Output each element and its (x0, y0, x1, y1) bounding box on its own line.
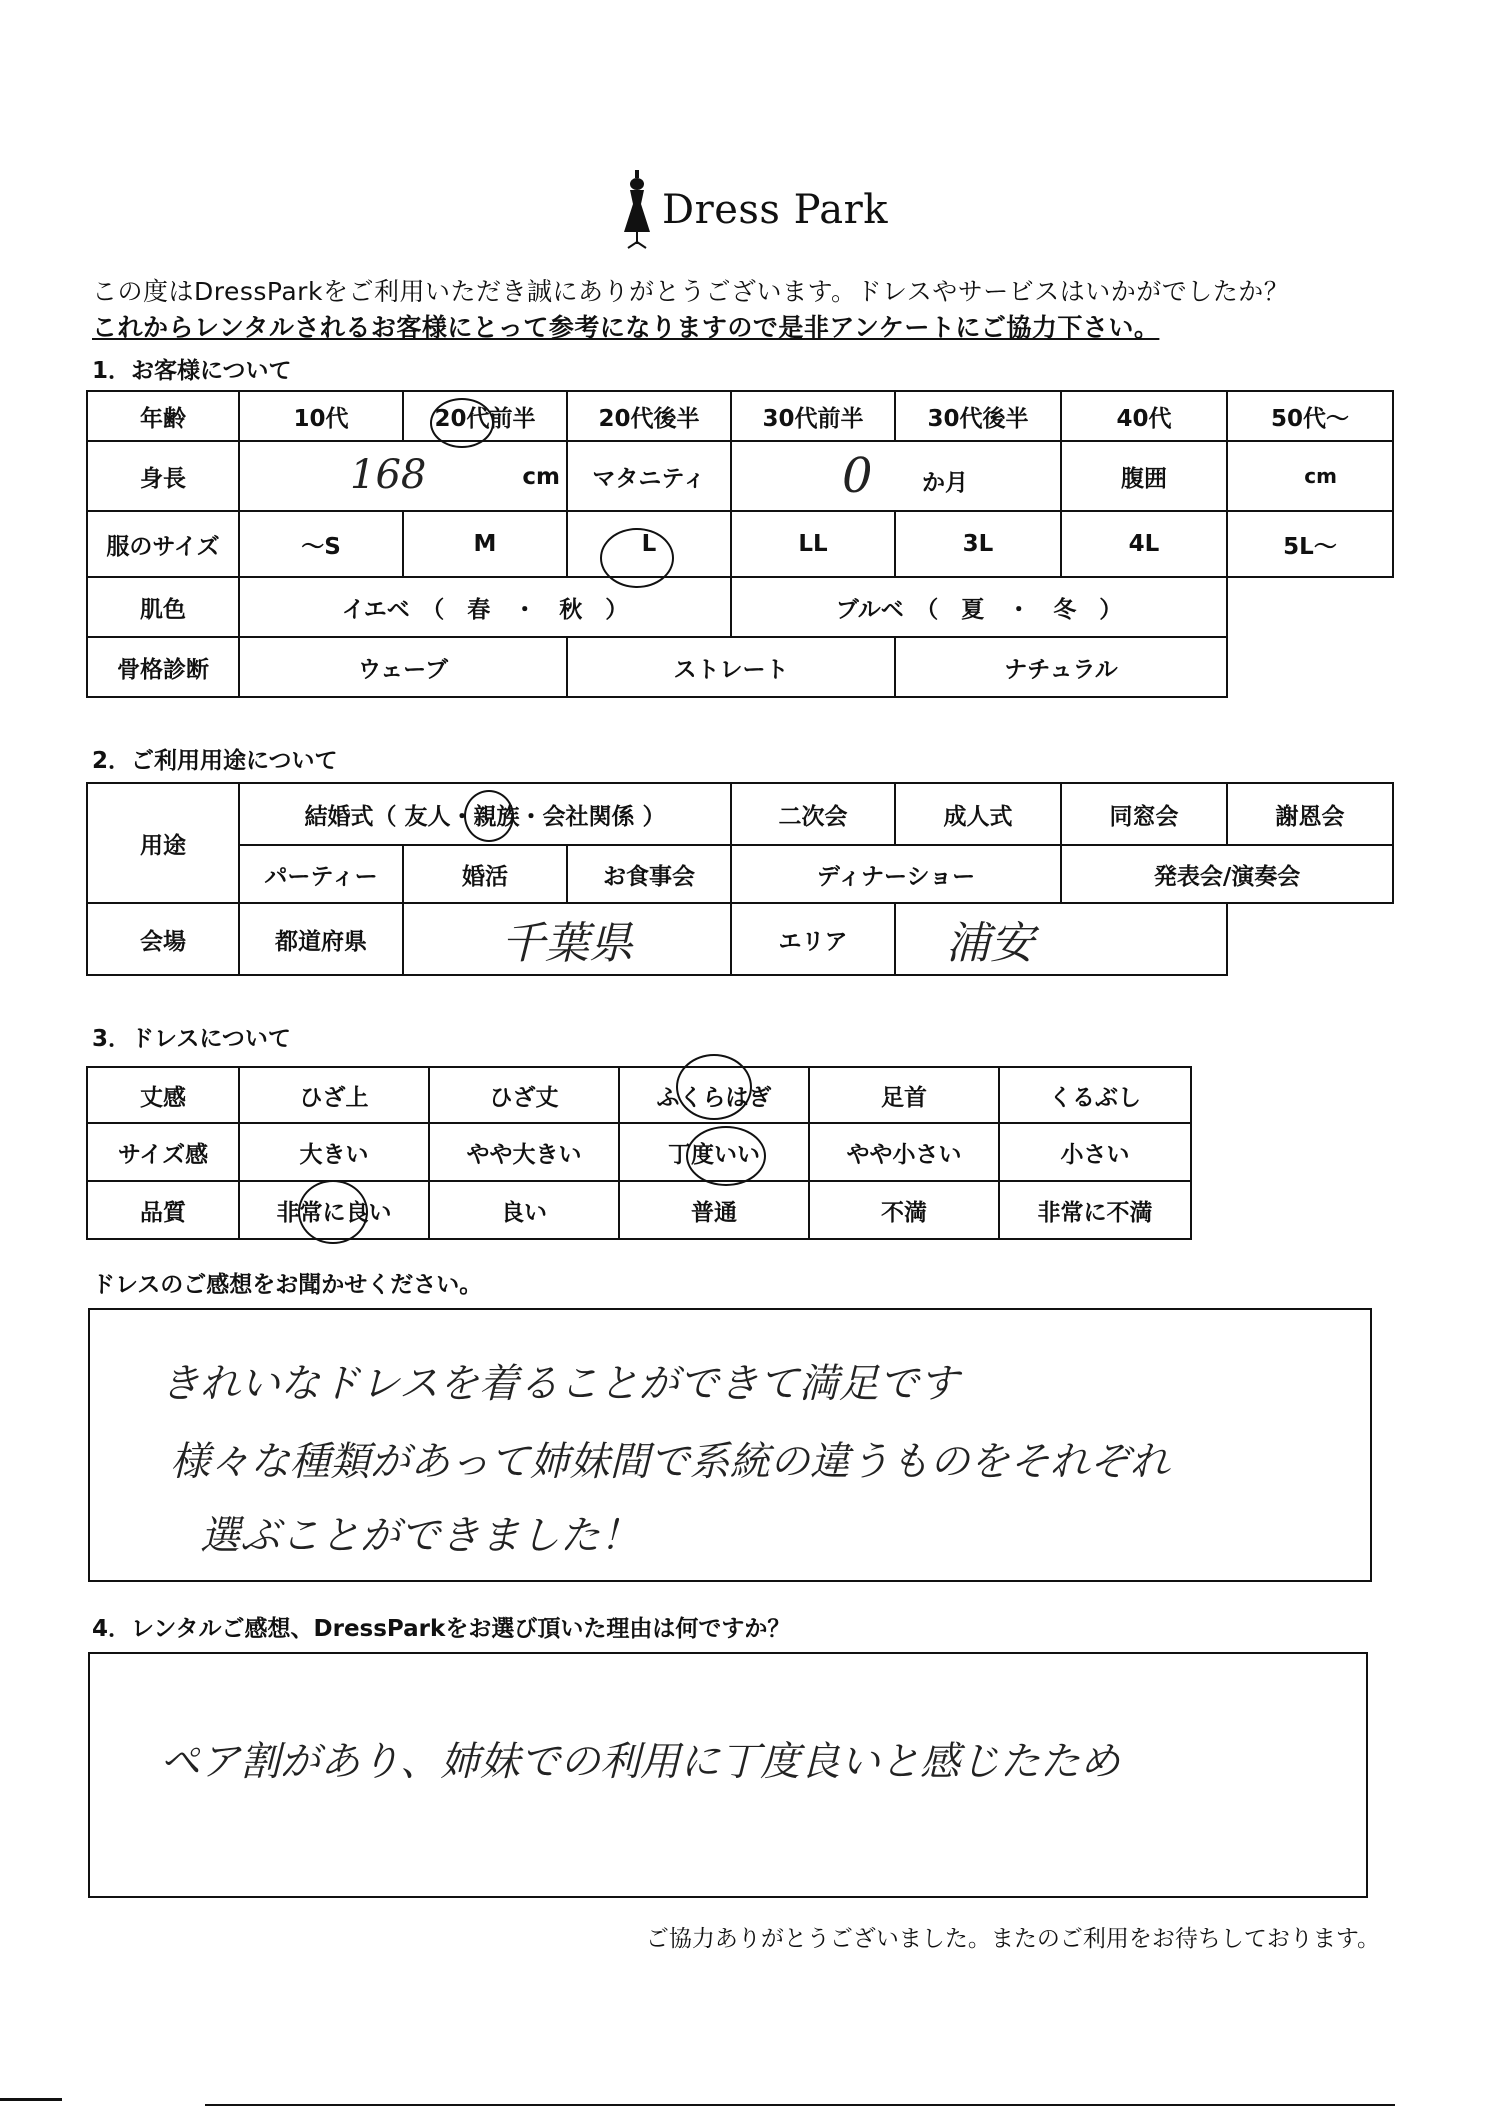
frame-option[interactable]: ストレート (567, 637, 895, 697)
age-option[interactable]: 10代 (239, 391, 403, 441)
quality-option[interactable]: 不満 (809, 1181, 999, 1239)
dress-comment-box[interactable] (88, 1308, 1372, 1582)
waist-unit: cm (1304, 464, 1337, 488)
purpose-option[interactable]: 同窓会 (1061, 783, 1227, 845)
length-option[interactable]: ひざ上 (239, 1067, 429, 1123)
purpose-option[interactable]: 婚活 (403, 845, 567, 903)
length-option-selected[interactable]: ふくらはぎ (619, 1067, 809, 1123)
maternity-unit: か月 (922, 470, 968, 496)
purpose-option[interactable]: 発表会/演奏会 (1061, 845, 1393, 903)
section3-title: 3．ドレスについて (92, 1026, 291, 1052)
quality-label: 品質 (87, 1181, 239, 1239)
age-option[interactable]: 30代後半 (895, 391, 1061, 441)
size-option[interactable]: 5L～ (1227, 511, 1393, 577)
size-option[interactable]: M (403, 511, 567, 577)
age-option[interactable]: 20代後半 (567, 391, 731, 441)
purpose-option[interactable]: パーティー (239, 845, 403, 903)
prefecture-value[interactable]: 千葉県 (403, 903, 731, 975)
frame-option[interactable]: ウェーブ (239, 637, 567, 697)
purpose-table (86, 782, 1394, 976)
dress-comment-prompt: ドレスのご感想をお聞かせください。 (92, 1272, 483, 1298)
waist-field[interactable] (1227, 441, 1393, 511)
brand-logo (620, 165, 888, 255)
length-option[interactable]: ひざ丈 (429, 1067, 619, 1123)
area-label: エリア (731, 903, 895, 975)
size-label: 服のサイズ (87, 511, 239, 577)
purpose-option[interactable]: 成人式 (895, 783, 1061, 845)
size-option[interactable]: 3L (895, 511, 1061, 577)
area-value[interactable]: 浦安 (895, 903, 1227, 975)
footer-thanks: ご協力ありがとうございました。またのご利用をお待ちしております。 (645, 1926, 1380, 1952)
frame-option[interactable]: ナチュラル (895, 637, 1227, 697)
frame-label: 骨格診断 (87, 637, 239, 697)
purpose-option[interactable]: 二次会 (731, 783, 895, 845)
age-label: 年齢 (87, 391, 239, 441)
waist-label: 腹囲 (1061, 441, 1227, 511)
length-option[interactable]: くるぶし (999, 1067, 1191, 1123)
section4-title: 4．レンタルご感想、DressParkをお選び頂いた理由は何ですか？ (92, 1616, 791, 1642)
purpose-option[interactable]: 謝恩会 (1227, 783, 1393, 845)
size-option[interactable]: LL (731, 511, 895, 577)
dress-table (86, 1066, 1192, 1240)
maternity-value: 0 (842, 448, 873, 504)
dress-comment-line: きれいなドレスを着ることができて満足です (160, 1361, 959, 1407)
scan-edge-line (205, 2104, 1395, 2106)
dress-comment-line: 様々な種類があって姉妹間で系統の違うものをそれぞれ (170, 1439, 1170, 1485)
section2-title: 2．ご利用用途について (92, 748, 338, 774)
size-option[interactable]: 4L (1061, 511, 1227, 577)
length-label: 丈感 (87, 1067, 239, 1123)
reason-answer: ペア割があり、姉妹での利用に丁度良いと感じたため (160, 1739, 1120, 1785)
fit-option[interactable]: やや小さい (809, 1123, 999, 1181)
age-option[interactable]: 40代 (1061, 391, 1227, 441)
skin-yellow-option[interactable]: イエベ （ 春 ・ 秋 ） (239, 577, 731, 637)
skin-blue-option[interactable]: ブルベ （ 夏 ・ 冬 ） (731, 577, 1227, 637)
logo-wordmark: Dress Park (662, 187, 888, 233)
fit-option[interactable]: 大きい (239, 1123, 429, 1181)
purpose-label: 用途 (87, 783, 239, 903)
quality-option[interactable]: 非常に不満 (999, 1181, 1191, 1239)
intro-line-1: この度はDressParkをご利用いただき誠にありがとうございます。ドレスやサービスはいかがでしたか？ (92, 277, 1290, 306)
age-option-selected[interactable]: 20代前半 (403, 391, 567, 441)
venue-label: 会場 (87, 903, 239, 975)
size-option-selected[interactable]: L (567, 511, 731, 577)
skin-label: 肌色 (87, 577, 239, 637)
purpose-option[interactable]: お食事会 (567, 845, 731, 903)
prefecture-label: 都道府県 (239, 903, 403, 975)
fit-option[interactable]: やや大きい (429, 1123, 619, 1181)
age-option[interactable]: 30代前半 (731, 391, 895, 441)
height-unit: cm (522, 464, 560, 490)
height-field[interactable] (239, 441, 567, 511)
quality-option[interactable]: 普通 (619, 1181, 809, 1239)
fit-label: サイズ感 (87, 1123, 239, 1181)
maternity-field[interactable] (731, 441, 1061, 511)
dress-mannequin-icon (620, 170, 654, 250)
quality-option-selected[interactable]: 非常に良い (239, 1181, 429, 1239)
scan-edge-mark (0, 2098, 62, 2101)
intro-line-2: これからレンタルされるお客様にとって参考になりますので是非アンケートにご協力下さい。 (92, 313, 1160, 342)
fit-option-selected[interactable]: 丁度いい (619, 1123, 809, 1181)
height-value: 168 (350, 452, 427, 498)
length-option[interactable]: 足首 (809, 1067, 999, 1123)
maternity-label: マタニティ (567, 441, 731, 511)
purpose-option[interactable]: ディナーショー (731, 845, 1061, 903)
size-option[interactable]: ～S (239, 511, 403, 577)
fit-option[interactable]: 小さい (999, 1123, 1191, 1181)
quality-option[interactable]: 良い (429, 1181, 619, 1239)
height-label: 身長 (87, 441, 239, 511)
section1-title: 1．お客様について (92, 358, 292, 384)
age-option[interactable]: 50代～ (1227, 391, 1393, 441)
customer-table (86, 390, 1394, 698)
dress-comment-line: 選ぶことができました！ (200, 1513, 640, 1559)
wedding-option[interactable]: 結婚式（ 友人・親族・会社関係 ） (239, 783, 731, 845)
reason-box[interactable] (88, 1652, 1368, 1898)
